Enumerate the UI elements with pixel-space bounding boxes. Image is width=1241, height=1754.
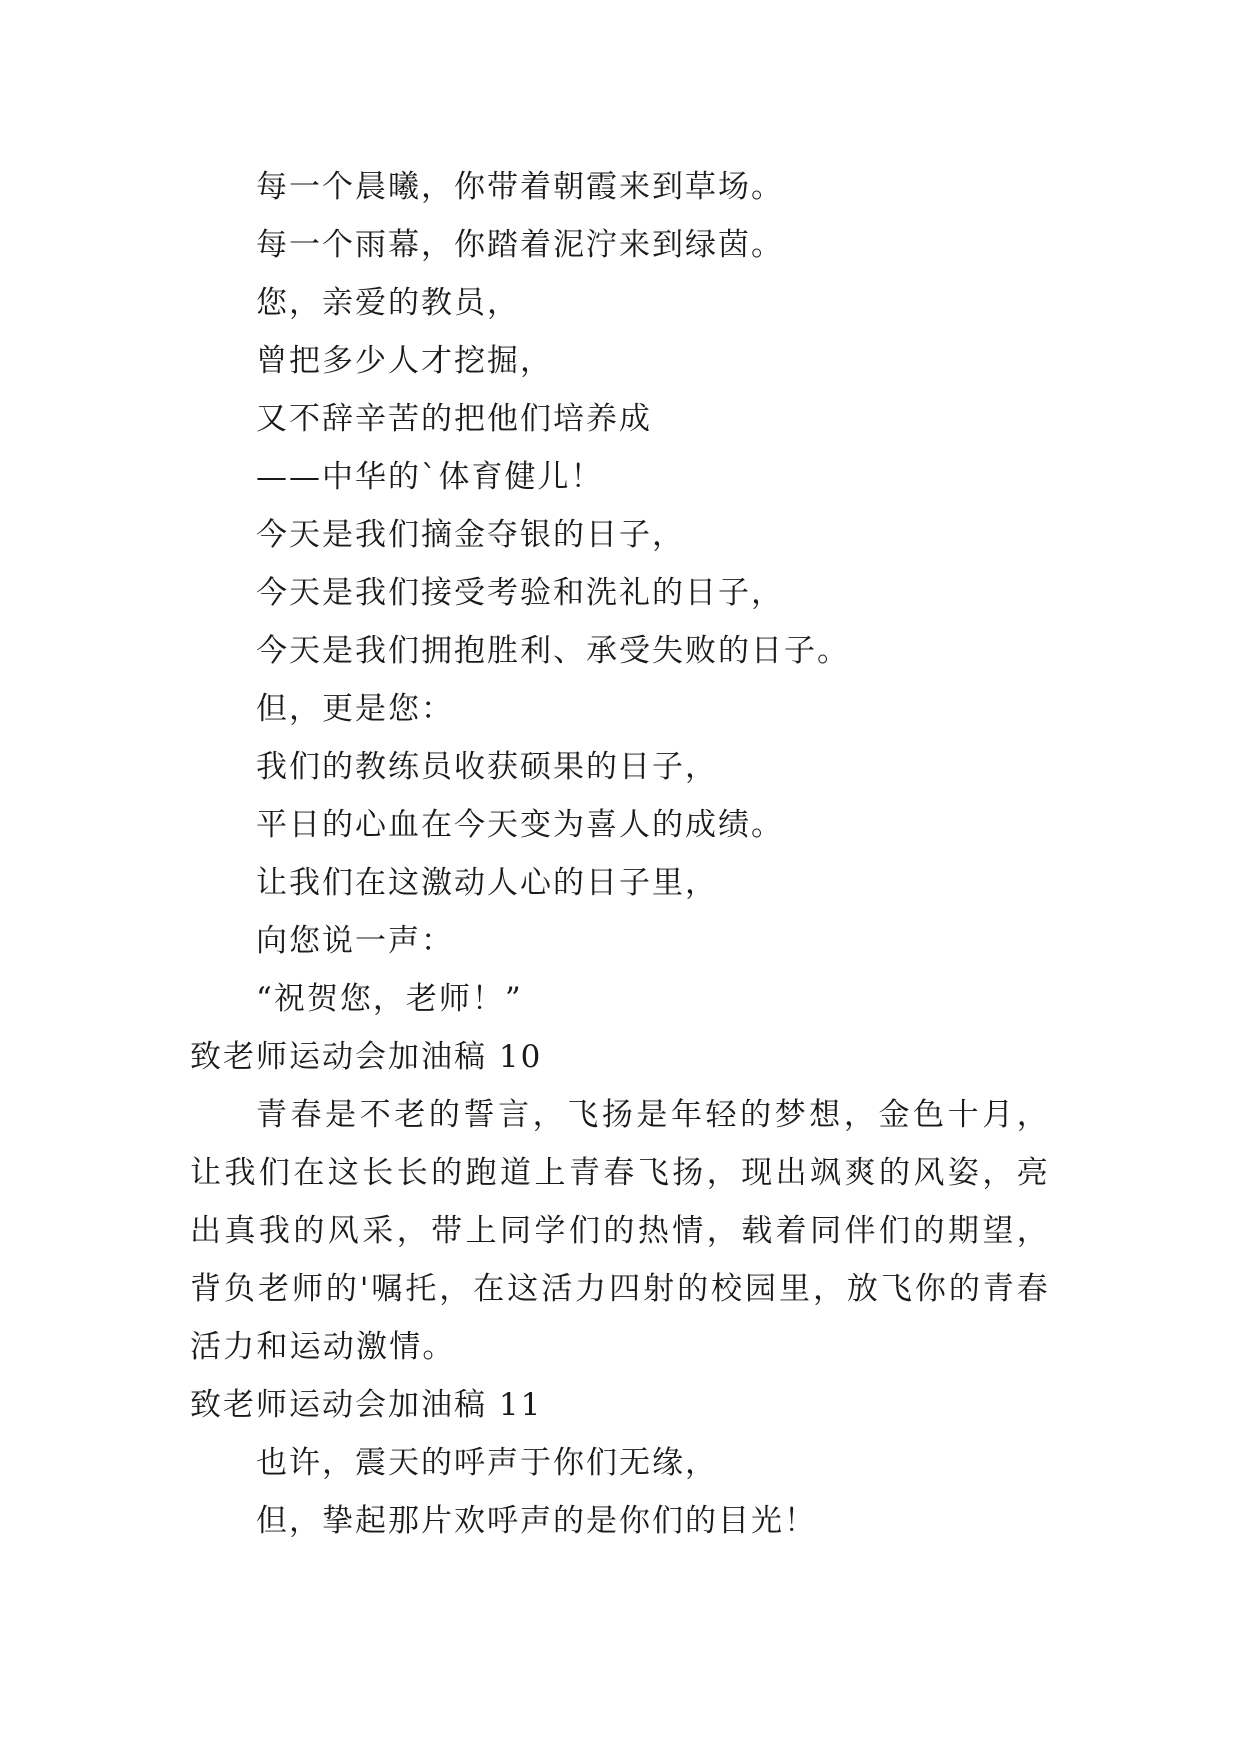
poem-line: 曾把多少人才挖掘， (256, 343, 553, 379)
poem-line: “祝贺您，老师！” (256, 981, 523, 1017)
section-heading: 致老师运动会加油稿 11 (190, 1387, 543, 1423)
poem-line: 但，挚起那片欢呼声的是你们的目光！ (256, 1503, 817, 1539)
poem-block (190, 158, 1050, 1028)
poem-line: 让我们在这激动人心的日子里， (256, 865, 718, 901)
section-paragraph: 青春是不老的誓言，飞扬是年轻的梦想，金色十月，让我们在这长长的跑道上青春飞扬，现出飒爽的风姿，亮出真我的风采，带上同学们的热情，载着同伴们的期望，背负老师的'嘱托，在这活力四射的校园里，放飞你的青春活力和运动激情。 (190, 1097, 1050, 1365)
section-heading: 致老师运动会加油稿 10 (190, 1039, 543, 1075)
poem-line: 向您说一声： (256, 923, 454, 959)
document-body (190, 158, 1050, 1550)
poem-line: 今天是我们摘金夺银的日子， (256, 517, 685, 553)
poem-line: 每一个雨幕，你踏着泥泞来到绿茵。 (256, 227, 784, 263)
poem-line: 今天是我们拥抱胜利、承受失败的日子。 (256, 633, 850, 669)
poem-line: 也许，震天的呼声于你们无缘， (256, 1445, 718, 1481)
poem-line: 平日的心血在今天变为喜人的成绩。 (256, 807, 784, 843)
poem-line: 今天是我们接受考验和洗礼的日子， (256, 575, 784, 611)
poem-line: 您，亲爱的教员， (256, 285, 520, 321)
poem-line: 我们的教练员收获硕果的日子， (256, 749, 718, 785)
poem-line: 每一个晨曦，你带着朝霞来到草场。 (256, 169, 784, 205)
poem-line: ——中华的`体育健儿！ (256, 459, 604, 495)
poem-line: 又不辞辛苦的把他们培养成 (256, 401, 652, 437)
poem-line: 但，更是您： (256, 691, 454, 727)
